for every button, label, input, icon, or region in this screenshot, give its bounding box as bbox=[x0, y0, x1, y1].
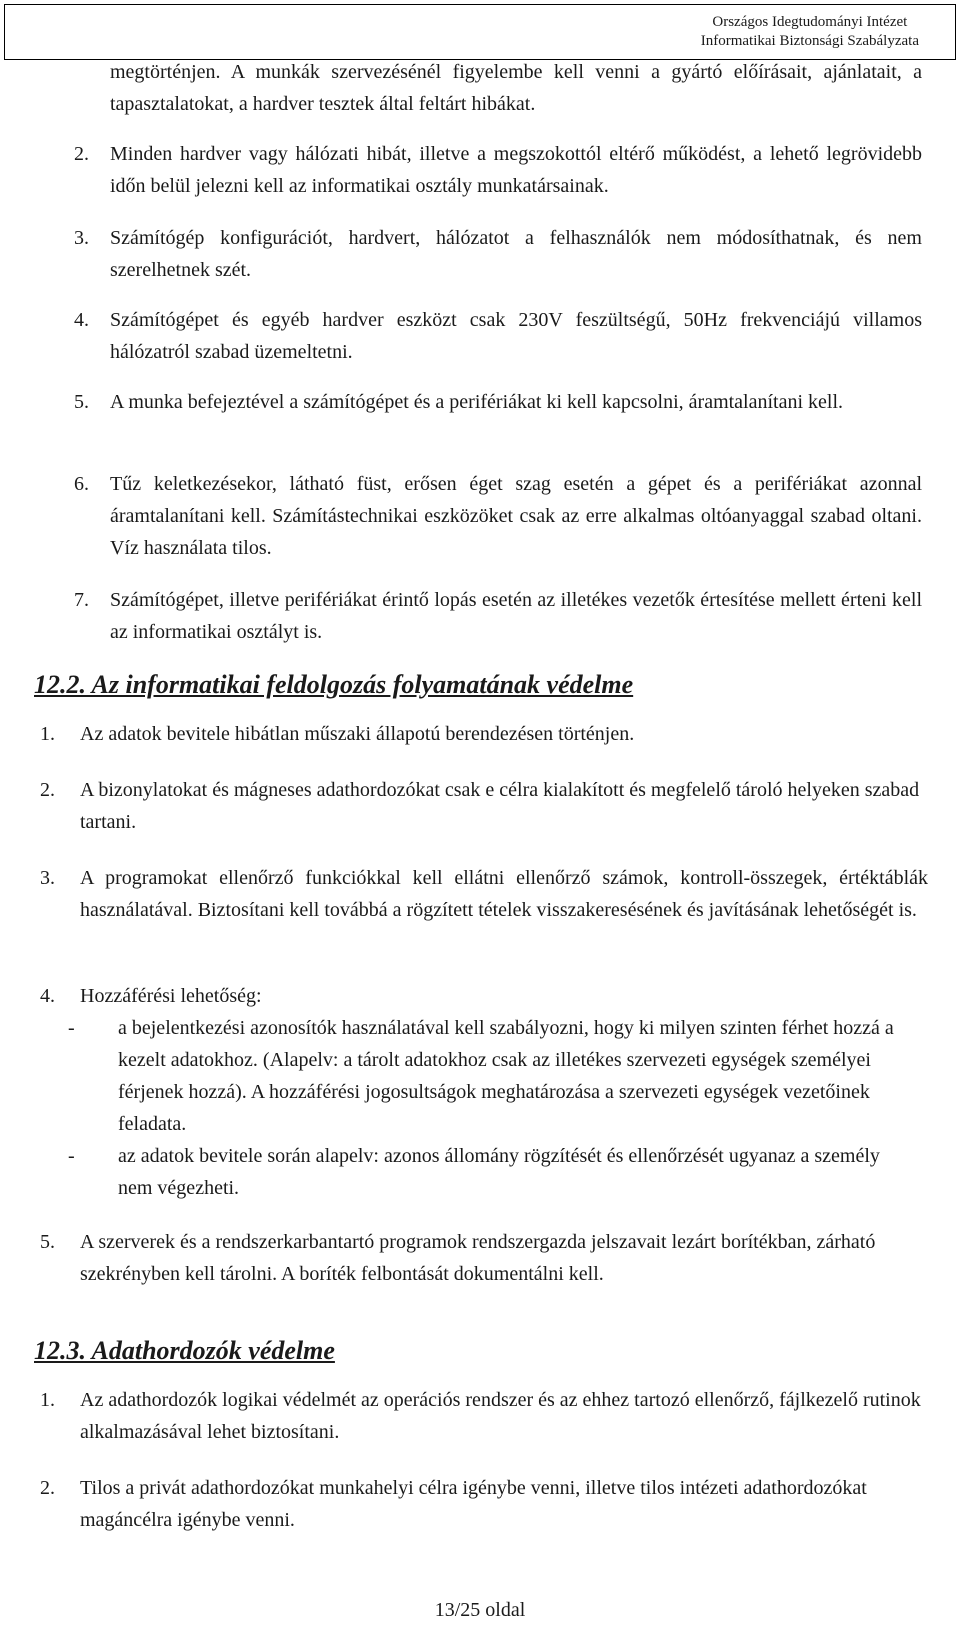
item-number: 2. bbox=[40, 779, 55, 801]
continuation-paragraph: megtörténjen. A munkák szervezésénél figyelembe kell venni a gyártó előírásait, ajánlatait, a tapasztalatokat, a hardver tesztek által feltárt hibákat. bbox=[110, 61, 922, 115]
item-number: 2. bbox=[40, 1477, 55, 1499]
item-number: 5. bbox=[74, 391, 89, 413]
header-institution: Országos Idegtudományi Intézet bbox=[712, 14, 908, 30]
item-number: 4. bbox=[74, 309, 89, 331]
item-number: 1. bbox=[40, 1389, 55, 1411]
item-text: Minden hardver vagy hálózati hibát, illetve a megszokottól eltérő működést, a lehető legrövidebb időn belül jelezni kell az informatikai osztály munkatársainak. bbox=[110, 143, 922, 197]
dash-bullet: - bbox=[68, 1145, 75, 1167]
section-heading: 12.3. Adathordozók védelme bbox=[34, 1336, 335, 1365]
item-number: 2. bbox=[74, 143, 89, 165]
header-document-title: Informatikai Biztonsági Szabályzata bbox=[700, 33, 919, 49]
item-text: A programokat ellenőrző funkciókkal kell ellátni ellenőrző számok, kontroll-összegek, értéktáblák használatával. Biztosítani kell továbbá a rögzített tételek visszakeresésének és javításának lehetőségét is. bbox=[80, 867, 928, 921]
dash-bullet: - bbox=[68, 1017, 75, 1039]
item-text: Számítógép konfigurációt, hardvert, hálózatot a felhasználók nem módosíthatnak, és nem szerelhetnek szét. bbox=[110, 227, 922, 281]
item-number: 5. bbox=[40, 1231, 55, 1253]
item-text: Hozzáférési lehetőség: bbox=[80, 985, 262, 1007]
item-text: Számítógépet, illetve perifériákat érintő lopás esetén az illetékes vezetők értesítése mellett érteni kell az informatikai osztályt is. bbox=[110, 589, 922, 643]
item-number: 4. bbox=[40, 985, 55, 1007]
header-title bbox=[701, 13, 919, 51]
item-text: a bejelentkezési azonosítók használatával kell szabályozni, hogy ki milyen szinten férhet hozzá a kezelt adatokhoz. (Alapelv: a tárolt adatokhoz csak az illetékes szervezeti egységek személyei férjenek hozzá). A hozzáférési jogosultságok meghatározása a szervezeti egységek vezetőinek feladata. bbox=[118, 1017, 894, 1135]
item-text: Az adathordozók logikai védelmét az operációs rendszer és az ehhez tartozó ellenőrző, fájlkezelő rutinok alkalmazásával lehet biztosítani. bbox=[80, 1389, 921, 1443]
item-text: Az adatok bevitele hibátlan műszaki állapotú berendezésen történjen. bbox=[80, 723, 635, 745]
section-heading: 12.2. Az informatikai feldolgozás folyamatának védelme bbox=[34, 670, 634, 699]
item-text: Tűz keletkezésekor, látható füst, erősen éget szag esetén a gépet és a perifériákat azonnal áramtalanítani kell. Számítástechnikai eszközöket csak az erre alkalmas oltóanyaggal szabad oltani. Víz használata tilos. bbox=[110, 473, 922, 559]
item-number: 7. bbox=[74, 589, 89, 611]
item-text: Számítógépet és egyéb hardver eszközt csak 230V feszültségű, 50Hz frekvenciájú villamos hálózatról szabad üzemeltetni. bbox=[110, 309, 922, 363]
item-text: A bizonylatokat és mágneses adathordozókat csak e célra kialakított és megfelelő tároló helyeken szabad tartani. bbox=[80, 779, 920, 833]
page-header bbox=[4, 4, 956, 60]
item-text: Tilos a privát adathordozókat munkahelyi célra igénybe venni, illetve tilos intézeti adathordozókat magáncélra igénybe venni. bbox=[80, 1477, 867, 1531]
item-text: A munka befejeztével a számítógépet és a perifériákat ki kell kapcsolni, áramtalanítani kell. bbox=[110, 391, 844, 413]
item-number: 3. bbox=[74, 227, 89, 249]
item-number: 1. bbox=[40, 723, 55, 745]
item-number: 3. bbox=[40, 867, 55, 889]
page-number: 13/25 oldal bbox=[434, 1599, 526, 1621]
item-text: A szerverek és a rendszerkarbantartó programok rendszergazda jelszavait lezárt borítékban, zárható szekrényben kell tárolni. A boríték felbontását dokumentálni kell. bbox=[80, 1231, 876, 1285]
item-number: 6. bbox=[74, 473, 89, 495]
item-text: az adatok bevitele során alapelv: azonos állomány rögzítését és ellenőrzését ugyanaz a személy nem végezheti. bbox=[118, 1145, 880, 1199]
